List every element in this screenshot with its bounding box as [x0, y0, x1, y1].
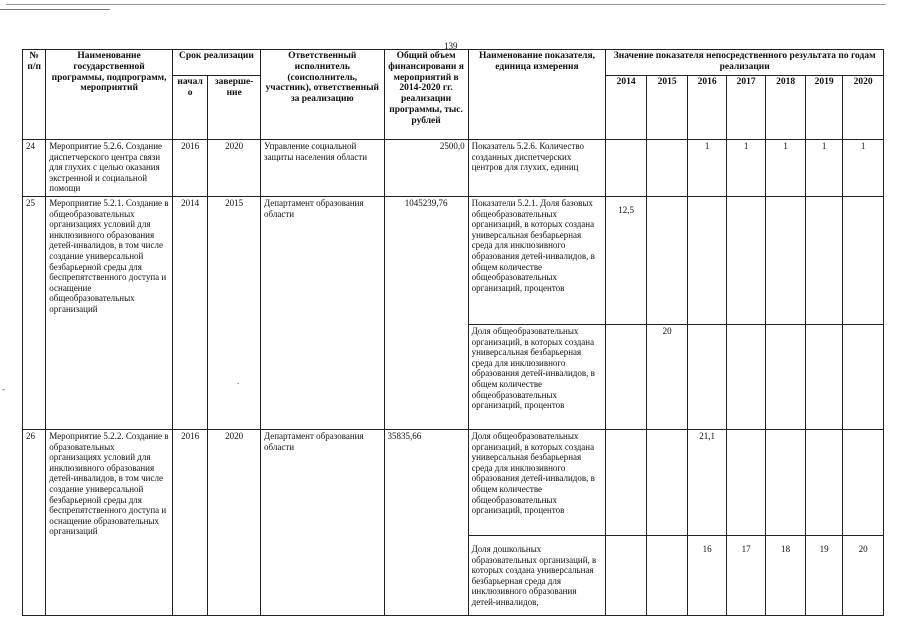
- row-name: Мероприятие 5.2.6. Создание диспетчерского центра связи для глухих с целью оказания экстренной и социальной помощи: [46, 140, 173, 197]
- row-end: 2020: [208, 140, 261, 197]
- indicator-value: [646, 197, 688, 325]
- indicator-value: [606, 430, 647, 536]
- indicator-value: 1: [726, 140, 766, 197]
- header-year: 2014: [606, 76, 647, 140]
- indicator-text: Доля общеобразовательных организаций, в которых создана универсальная безбарьерная среда для инклюзивного образования детей-инвалидов, в общем количестве общеобразовательных организаций, процентов: [468, 325, 606, 430]
- header-year: 2018: [766, 76, 806, 140]
- indicator-value: 21,1: [688, 430, 726, 536]
- row-financing: 35835,66: [384, 430, 468, 616]
- scan-artifact: .: [237, 376, 240, 386]
- scan-top-line-left: [0, 9, 110, 10]
- row-name: Мероприятие 5.2.2. Создание в образовательных организациях условий для инклюзивного образования детей-инвалидов, в том числе создание универсальной безбарьерной среды для беспрепятственного доступа и оснащение образовательных организаций: [46, 430, 173, 616]
- indicator-value: 1: [766, 140, 806, 197]
- indicator-value: 20: [646, 325, 688, 430]
- row-start: 2014: [172, 197, 207, 430]
- indicator-value: [726, 325, 766, 430]
- header-year: 2015: [646, 76, 688, 140]
- indicator-value: [843, 197, 884, 325]
- row-num: 26: [23, 430, 46, 616]
- indicator-value: 19: [805, 536, 842, 616]
- row-end: 2015: [208, 197, 261, 430]
- indicator-text: Показатель 5.2.6. Количество созданных диспетчерских центров для глухих, единиц: [468, 140, 606, 197]
- table-row: [23, 197, 884, 325]
- row-start: 2016: [172, 140, 207, 197]
- indicator-value: [606, 325, 647, 430]
- indicator-value: [606, 140, 647, 197]
- indicator-value: [688, 197, 726, 325]
- indicator-value: 1: [843, 140, 884, 197]
- header-term-end: заверше-ние: [208, 76, 261, 140]
- header-num: № п/п: [23, 50, 46, 140]
- indicator-value: 1: [805, 140, 842, 197]
- table-row: [23, 140, 884, 197]
- header-name: Наименование государственной программы, подпрограмм, мероприятий: [46, 50, 173, 140]
- scan-top-line: [6, 4, 886, 5]
- header-financing: Общий объем финансировани я мероприятий в 2014-2020 гг. реализации программы, тыс. рублей: [384, 50, 468, 140]
- indicator-value: [766, 430, 806, 536]
- header-term-start: начало: [172, 76, 207, 140]
- indicator-value: [805, 197, 842, 325]
- indicator-value: [726, 430, 766, 536]
- indicator-value: [688, 325, 726, 430]
- header-year: 2017: [726, 76, 766, 140]
- row-name: Мероприятие 5.2.1. Создание в общеобразовательных организациях условий для инклюзивного образования детей-инвалидов, в том числе создание универсальной безбарьерной среды для беспрепятственного доступа и оснащение общеобразовательных организаций: [46, 197, 173, 430]
- row-num: 24: [23, 140, 46, 197]
- indicator-text: Доля дошкольных образовательных организаций, в которых создана универсальная безбарьерная среда для инклюзивного образования детей-инвалидов,: [468, 536, 606, 616]
- indicator-value: [843, 325, 884, 430]
- row-executor: Департамент образования области: [260, 430, 384, 616]
- indicator-value: 16: [688, 536, 726, 616]
- indicator-value: [646, 430, 688, 536]
- indicator-value: 17: [726, 536, 766, 616]
- scan-artifact: -: [2, 384, 5, 394]
- indicator-value: [766, 325, 806, 430]
- header-values-group: Значение показателя непосредственного результата по годам реализации: [606, 50, 884, 76]
- indicator-value: 20: [843, 536, 884, 616]
- row-num: 25: [23, 197, 46, 430]
- row-start: 2016: [172, 430, 207, 616]
- table-row: [23, 430, 884, 536]
- header-year: 2019: [805, 76, 842, 140]
- row-executor: Департамент образования области: [260, 197, 384, 430]
- program-table: [22, 49, 884, 616]
- row-financing: 1045239,76: [384, 197, 468, 430]
- indicator-value: [646, 536, 688, 616]
- page-number: 139: [444, 41, 458, 51]
- indicator-value: [766, 197, 806, 325]
- indicator-text: Доля общеобразовательных организаций, в которых создана универсальная безбарьерная среда для инклюзивного образования детей-инвалидов, в общем количестве общеобразовательных организаций, процентов: [468, 430, 606, 536]
- row-end: 2020: [208, 430, 261, 616]
- indicator-value: 12,5: [606, 197, 647, 325]
- indicator-value: 1: [688, 140, 726, 197]
- row-financing: 2500,0: [384, 140, 468, 197]
- indicator-value: [805, 325, 842, 430]
- indicator-value: 18: [766, 536, 806, 616]
- header-term: Срок реализации: [172, 50, 260, 76]
- indicator-text: Показатели 5.2.1. Доля базовых общеобразовательных организаций, в которых создана универсальная безбарьерная среда для инклюзивного образования детей-инвалидов, в общем количестве общеобразовательных организаций, процентов: [468, 197, 606, 325]
- header-year: 2016: [688, 76, 726, 140]
- indicator-value: [843, 430, 884, 536]
- indicator-value: [805, 430, 842, 536]
- indicator-value: [646, 140, 688, 197]
- header-year: 2020: [843, 76, 884, 140]
- header-executor: Ответственный исполнитель (соисполнитель, участник), ответственный за реализацию: [260, 50, 384, 140]
- indicator-value: [726, 197, 766, 325]
- indicator-value: [606, 536, 647, 616]
- row-executor: Управление социальной защиты населения области: [260, 140, 384, 197]
- header-indicator: Наименование показателя, единица измерения: [468, 50, 606, 140]
